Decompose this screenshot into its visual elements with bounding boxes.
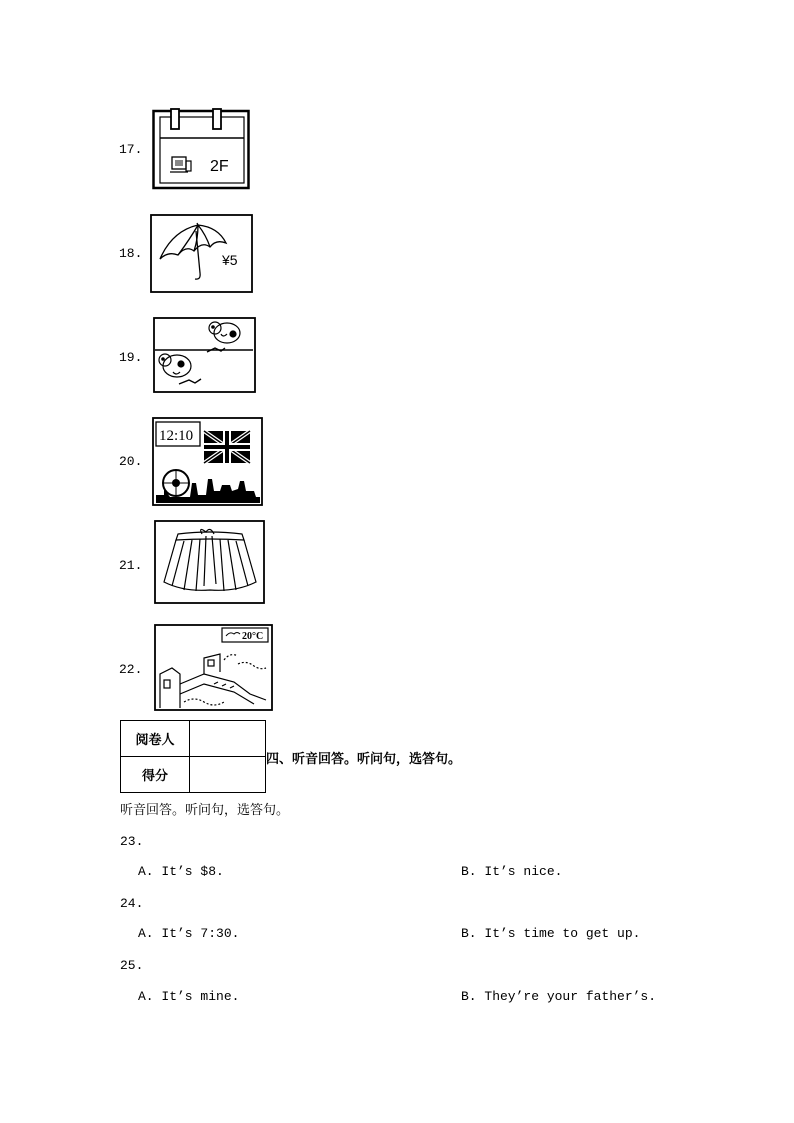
floor-label: 2F xyxy=(210,158,229,175)
great-wall-picture xyxy=(154,624,274,712)
reviewer-field[interactable] xyxy=(190,721,266,757)
section-instruction: 听音回答。听问句，选答句。 xyxy=(120,803,290,818)
score-field[interactable] xyxy=(190,757,266,793)
question-number-20: 20. xyxy=(119,454,143,469)
skirt-picture xyxy=(154,520,266,606)
option-a-24[interactable]: A. It’s 7:30. xyxy=(138,926,240,941)
option-a-23[interactable]: A. It’s $8. xyxy=(138,864,224,879)
pigs-eating-picture xyxy=(153,316,257,394)
question-number-22: 22. xyxy=(119,662,143,677)
question-number-17: 17. xyxy=(119,142,143,157)
question-number-25: 25. xyxy=(120,958,144,973)
option-a-25[interactable]: A. It’s mine. xyxy=(138,989,240,1004)
option-b-25[interactable]: B. They’re your father’s. xyxy=(461,989,657,1004)
question-number-18: 18. xyxy=(119,246,143,261)
section-title: 四、听音回答。听问句，选答句。 xyxy=(266,752,462,767)
question-number-21: 21. xyxy=(119,558,143,573)
question-number-23: 23. xyxy=(120,834,144,849)
london-picture xyxy=(152,417,264,507)
option-b-24[interactable]: B. It’s time to get up. xyxy=(461,926,641,941)
grading-table xyxy=(120,720,266,793)
clock-time: 12:10 xyxy=(159,428,194,444)
reviewer-label: 阅卷人 xyxy=(121,721,190,757)
umbrella-picture xyxy=(150,213,254,293)
calendar-picture xyxy=(152,108,250,190)
option-b-23[interactable]: B. It’s nice. xyxy=(461,864,563,879)
price-label: ¥5 xyxy=(222,252,238,268)
temperature-label: 20°C xyxy=(242,631,264,642)
score-label: 得分 xyxy=(121,757,190,793)
question-number-24: 24. xyxy=(120,896,144,911)
union-jack-icon xyxy=(204,431,250,463)
question-number-19: 19. xyxy=(119,350,143,365)
